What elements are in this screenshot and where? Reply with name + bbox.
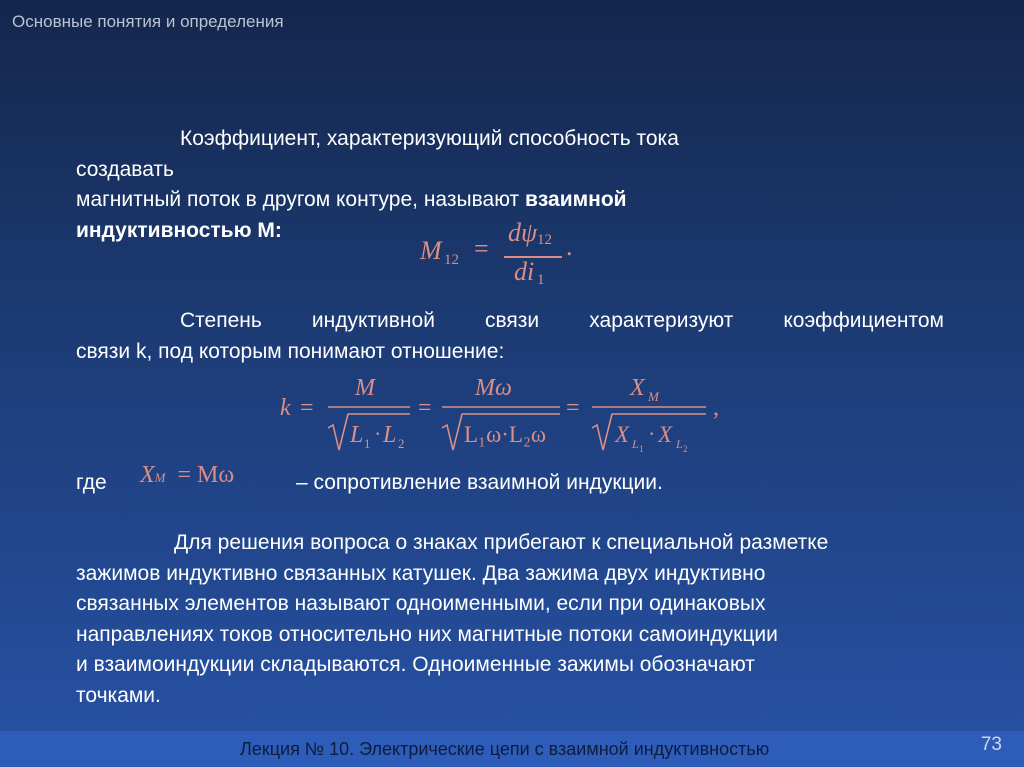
p2-line2: связи k, под которым понимают отношение: [76,339,505,363]
p3-line3: связанных элементов называют одноименными, если при одинаковых [76,592,766,615]
where-label: где [76,471,107,494]
paragraph-coupling [76,306,944,367]
f2-eq3: = [566,395,580,421]
f1-lhs: M [420,236,442,265]
f2-frac1-den-a: L [350,422,364,448]
f2-frac1-den-b-sub: 2 [398,436,405,451]
formula-reactance [140,462,234,489]
f2-frac1-num: M [355,375,375,401]
f1-tail: . [566,232,573,261]
p1-line3: индуктивностью М: [76,218,282,242]
f2-eq2: = [418,395,432,421]
f3-rest: = Mω [177,462,235,488]
p2-line1: Степень индуктивной связи характеризуют коэффициентом [180,309,944,332]
f1-eq: = [474,234,489,263]
p3-line2: зажимов индуктивно связанных катушек. Два зажима двух индуктивно [76,561,766,585]
p3-line5: и взаимоиндукции складываются. Одноименные зажимы обозначают [76,653,755,676]
p1-line1: Коэффициент, характеризующий способность тока создавать [76,127,679,181]
f2-eq1: = [300,395,314,421]
p3-line4: направлениях токов относительно них магнитные потоки самоиндукции [76,622,778,646]
f3-x: X [140,462,155,488]
f2-frac3-den-a-sub: L [632,437,639,451]
f1-num: dψ [508,218,538,247]
paragraph-terminals [76,528,1006,711]
f2-frac3-den-a-subsub: 1 [639,444,644,454]
f2-frac3-den-dot: · [648,421,656,446]
p3-line1: Для решения вопроса о знаках прибегают к специальной разметке [174,531,829,554]
f2-frac3-den-b-sub: L [676,437,683,451]
paragraph-mutual-inductance [76,124,756,246]
formula-mutual-inductance [420,220,600,296]
f2-frac1-den-dot: · [374,421,382,446]
f2-frac3-den-a: X [615,422,630,447]
f1-num-sub: 12 [537,232,552,248]
footer-lecture-title: Лекция № 10. Электрические цепи с взаимной индуктивностью [240,739,770,759]
f2-frac1-den-b: L [383,422,397,448]
where-text: – сопротивление взаимной индукции. [296,471,663,494]
slide-header: Основные понятия и определения [12,12,284,31]
f2-frac3-den-b-subsub: 2 [683,444,688,454]
f2-frac1-den-a-sub: 1 [364,436,371,451]
f3-x-sub: M [154,470,166,485]
p1-line2: магнитный поток в другом контуре, называют взаимной [76,188,627,211]
f1-lhs-sub: 12 [444,252,459,268]
f2-tail: , [713,395,719,421]
f2-frac3-num-sub: M [648,389,659,404]
f2-frac2-den: L₁ω·L₂ω [464,422,547,447]
f2-frac3-den-b: X [658,422,673,447]
f2-k: k [280,395,291,421]
f1-den-sub: 1 [537,272,545,288]
f1-den: di [514,257,535,286]
page-number: 73 [980,734,1002,755]
f2-frac3-num: X [630,375,645,401]
formula-coupling-coefficient [270,370,740,460]
f2-frac2-num: Mω [475,375,512,401]
p3-line6: точками. [76,683,161,707]
